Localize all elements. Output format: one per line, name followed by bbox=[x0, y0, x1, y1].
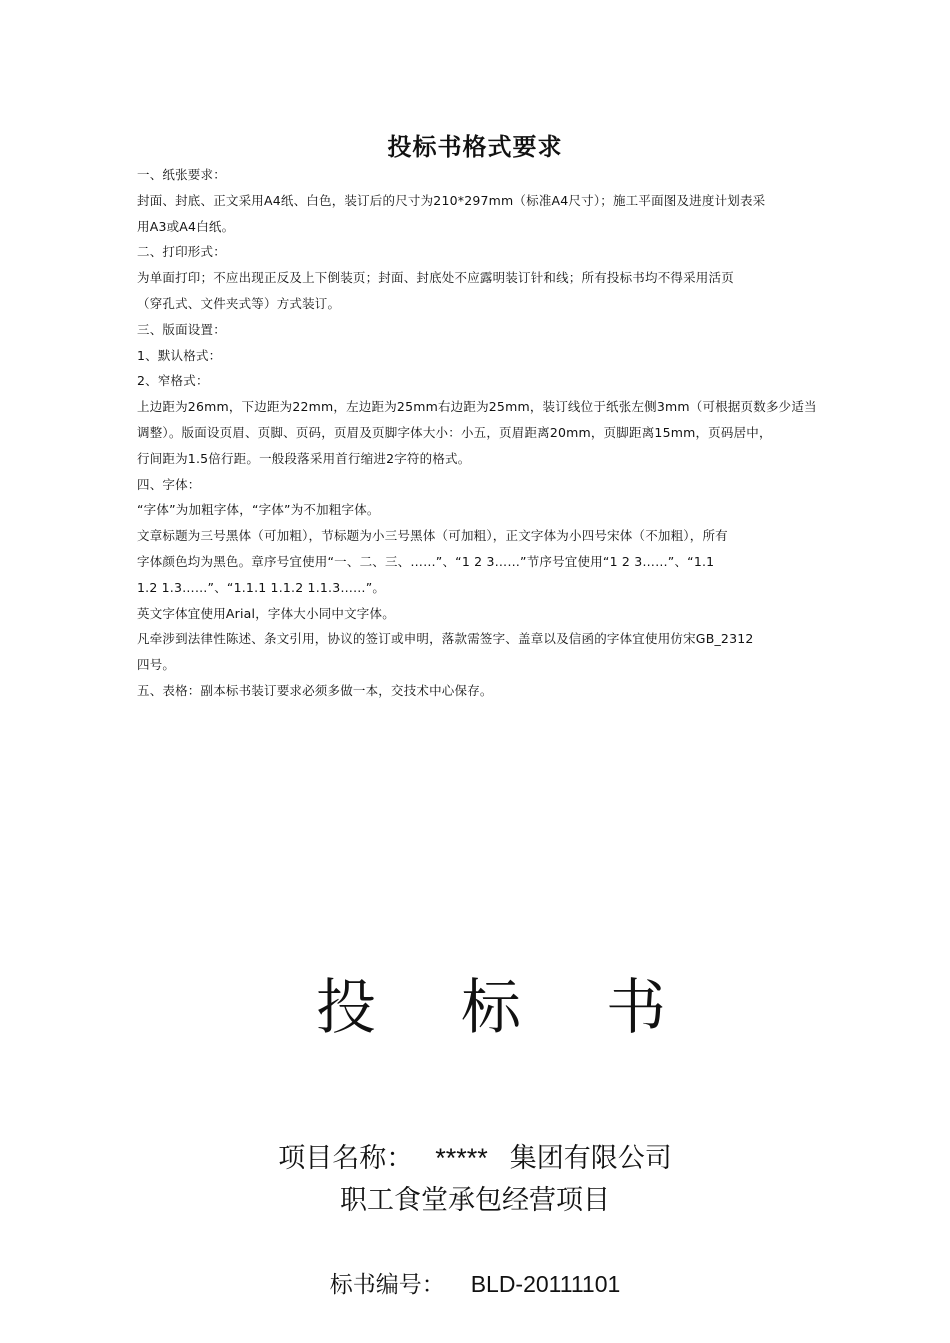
cover-title-char: 投 bbox=[316, 973, 376, 1043]
text-line: 字体颜色均为黑色。章序号宜使用“一、二、三、……”、“1 2 3……”节序号宜使用“1 2 3……”、“1.1 bbox=[137, 553, 715, 569]
cover-title-char: 标 bbox=[461, 973, 521, 1043]
text-line: 英文字体宜使用Arial，字体大小同中文字体。 bbox=[137, 605, 395, 621]
text-line: 1、默认格式： bbox=[137, 347, 222, 363]
text-line: 一、纸张要求： bbox=[137, 167, 226, 182]
text-line: 行间距为1.5倍行距。一般段落采用首行缩进2字符的格式。 bbox=[137, 450, 471, 466]
text-line: 三、版面设置： bbox=[137, 321, 226, 337]
text-line: 文章标题为三号黑体（可加粗），节标题为小三号黑体（可加粗），正文字体为小四号宋体（不加粗），所有 bbox=[137, 528, 728, 544]
text-line: 四号。 bbox=[137, 657, 176, 673]
text-line: 五、表格：副本标书装订要求必须多做一本，交技术中心保存。 bbox=[137, 682, 493, 698]
bid-number-value: BLD-20111101 bbox=[470, 1271, 621, 1297]
text-line: 封面、封底、正文采用A4纸、白色，装订后的尺寸为210*297mm（标准A4尺寸）；施工平面图及进度计划表采 bbox=[137, 192, 766, 208]
page-title: 投标书格式要求 bbox=[387, 133, 563, 161]
text-line: 调整）。版面设页眉、页脚、页码，页眉及页脚字体大小：小五，页眉距离20mm，页脚距离15mm，页码居中， bbox=[137, 424, 772, 440]
project-mask: ***** bbox=[435, 1143, 488, 1173]
text-line: 凡牵涉到法律性陈述、条文引用，协议的签订或申明，落款需签字、盖章以及信函的字体宜使用仿宋GB_2312 bbox=[137, 631, 754, 647]
cover-title-char: 书 bbox=[606, 973, 666, 1043]
text-line: 为单面打印；不应出现正反及上下倒装页；封面、封底处不应露明装订针和线；所有投标书均不得采用活页 bbox=[137, 270, 734, 286]
text-line: 用A3或A4白纸。 bbox=[137, 218, 235, 234]
text-line: 二、打印形式： bbox=[137, 244, 226, 260]
text-line: 1.2 1.3……”、“1.1.1 1.1.2 1.1.3……”。 bbox=[137, 579, 386, 595]
text-line: （穿孔式、文件夹式等）方式装订。 bbox=[137, 295, 341, 311]
project-name-line bbox=[0, 1136, 950, 1180]
project-name-line-2: 职工食堂承包经营项目 bbox=[340, 1185, 610, 1215]
text-line: 上边距为26mm，下边距为22mm，左边距为25mm右边距为25mm，装订线位于纸张左侧3mm（可根据页数多少适当 bbox=[137, 399, 817, 415]
bid-number-line bbox=[0, 1264, 950, 1304]
bid-number-label: 标书编号： bbox=[329, 1271, 445, 1297]
requirements-body bbox=[137, 162, 827, 704]
text-line: 四、字体： bbox=[137, 476, 201, 492]
project-label: 项目名称： bbox=[278, 1143, 414, 1173]
text-line: “字体”为加粗字体，“字体”为不加粗字体。 bbox=[137, 502, 380, 518]
cover-title bbox=[316, 968, 666, 1048]
project-company: 集团有限公司 bbox=[509, 1143, 672, 1173]
text-line: 2、窄格式： bbox=[137, 373, 209, 389]
